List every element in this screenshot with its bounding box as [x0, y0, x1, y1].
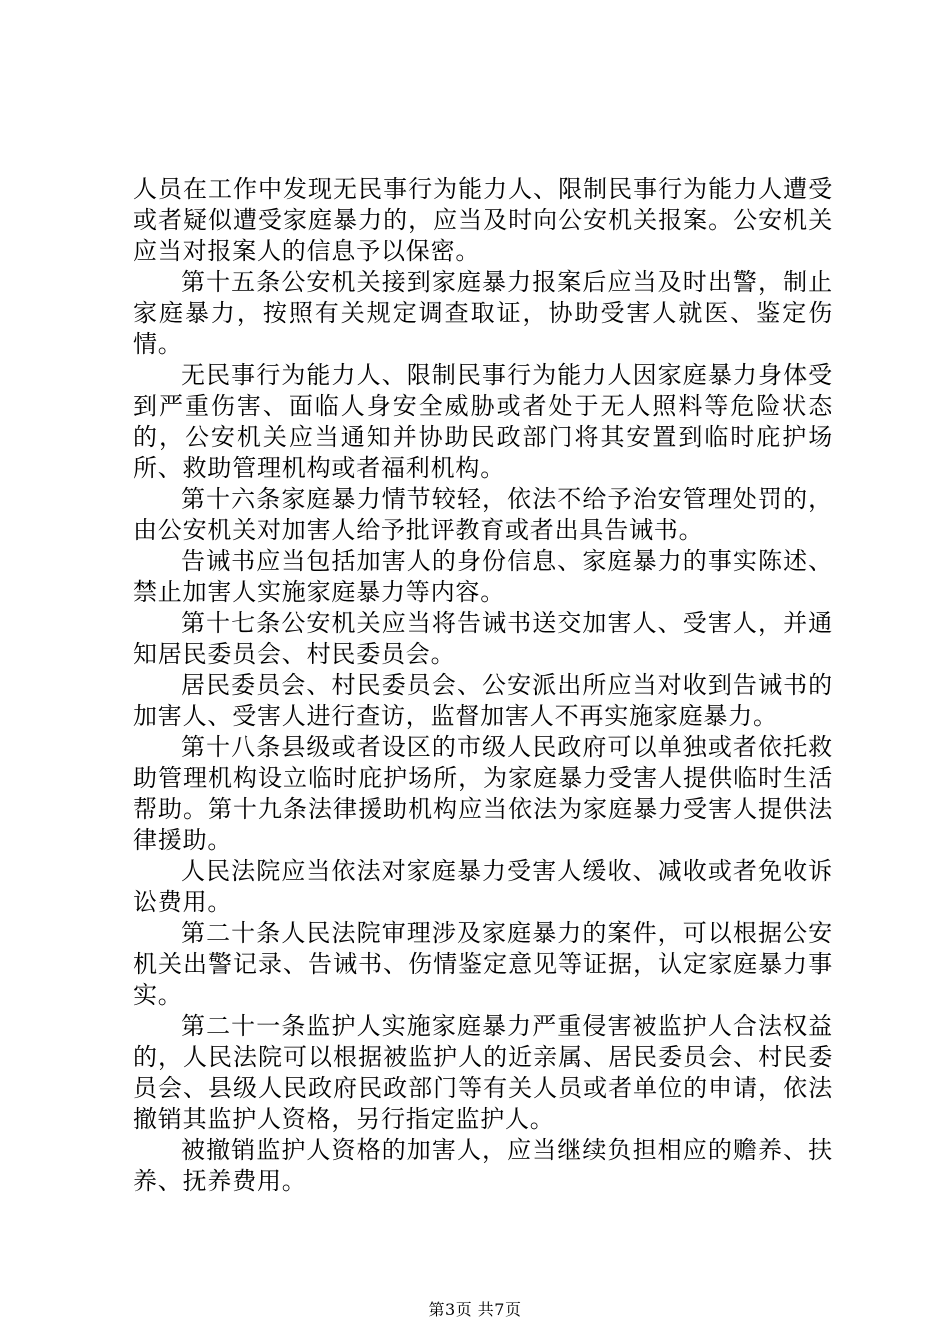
paragraph: 第二十条人民法院审理涉及家庭暴力的案件，可以根据公安机关出警记录、告诫书、伤情鉴定意见等证据，认定家庭暴力事实。	[133, 919, 833, 1009]
paragraph: 第十五条公安机关接到家庭暴力报案后应当及时出警，制止家庭暴力，按照有关规定调查取证，协助受害人就医、鉴定伤情。	[133, 268, 833, 358]
paragraph: 被撤销监护人资格的加害人，应当继续负担相应的赡养、扶养、抚养费用。	[133, 1136, 833, 1195]
page-number-label: 第3页 共7页	[428, 1300, 522, 1319]
paragraph: 第二十一条监护人实施家庭暴力严重侵害被监护人合法权益的，人民法院可以根据被监护人的近亲属、居民委员会、村民委员会、县级人民政府民政部门等有关人员或者单位的申请，依法撤销其监护人资格，另行指定监护人。	[133, 1012, 833, 1133]
paragraph: 第十八条县级或者设区的市级人民政府可以单独或者依托救助管理机构设立临时庇护场所，为家庭暴力受害人提供临时生活帮助。第十九条法律援助机构应当依法为家庭暴力受害人提供法律援助。	[133, 733, 833, 854]
document-body	[133, 174, 833, 1197]
paragraph: 第十七条公安机关应当将告诫书送交加害人、受害人，并通知居民委员会、村民委员会。	[133, 609, 833, 668]
paragraph: 无民事行为能力人、限制民事行为能力人因家庭暴力身体受到严重伤害、面临人身安全威胁或者处于无人照料等危险状态的，公安机关应当通知并协助民政部门将其安置到临时庇护场所、救助管理机构或者福利机构。	[133, 361, 833, 482]
paragraph: 居民委员会、村民委员会、公安派出所应当对收到告诫书的加害人、受害人进行查访，监督加害人不再实施家庭暴力。	[133, 671, 833, 730]
paragraph: 人员在工作中发现无民事行为能力人、限制民事行为能力人遭受或者疑似遭受家庭暴力的，应当及时向公安机关报案。公安机关应当对报案人的信息予以保密。	[133, 175, 833, 265]
paragraph: 人民法院应当依法对家庭暴力受害人缓收、减收或者免收诉讼费用。	[133, 857, 833, 916]
paragraph: 第十六条家庭暴力情节较轻，依法不给予治安管理处罚的，由公安机关对加害人给予批评教育或者出具告诫书。	[133, 485, 833, 544]
page-footer	[0, 1300, 950, 1320]
paragraph: 告诫书应当包括加害人的身份信息、家庭暴力的事实陈述、禁止加害人实施家庭暴力等内容。	[133, 547, 833, 606]
